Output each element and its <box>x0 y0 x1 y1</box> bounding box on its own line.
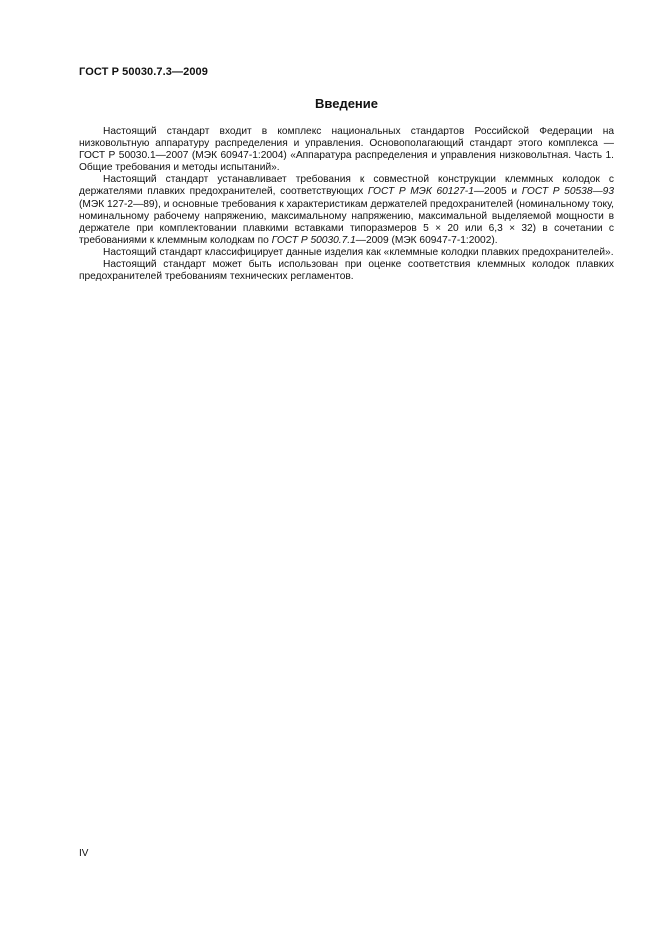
standard-code: ГОСТ Р 50030.7.3—2009 <box>79 66 208 78</box>
standard-reference: ГОСТ Р 50030.7.1 <box>271 234 356 246</box>
page-number: IV <box>79 848 89 859</box>
paragraph-text: —2005 и <box>473 186 522 198</box>
paragraph <box>79 259 614 283</box>
paragraph <box>79 126 614 174</box>
standard-reference: ГОСТ Р МЭК 60127-1 <box>367 186 474 198</box>
paragraph <box>79 247 614 259</box>
paragraph-text: Настоящий стандарт входит в комплекс национальных стандартов Российской Федерации на низковольтную аппаратуру распределения и управления. Основополагающий стандарт этого комплекса — ГОСТ Р 50030.1—2007 (МЭК 60947-1:2004) «Аппаратура распределения и управления низковольтная. Часть 1. Общие требования и методы испытаний». <box>79 126 614 174</box>
paragraph-text: —2009 (МЭК 60947-7-1:2002). <box>355 234 498 246</box>
standard-reference: ГОСТ Р 50538—93 <box>521 186 615 198</box>
paragraph-text: Настоящий стандарт может быть использован при оценке соответствия клеммных колодок плавких предохранителей требованиям технических регламентов. <box>79 259 614 283</box>
paragraph-text: Настоящий стандарт классифицирует данные изделия как «клеммные колодки плавких предохранителей». <box>103 246 614 258</box>
paragraph-text: Настоящий стандарт устанавливает требования к совместной конструкции клеммных колодок с держателями плавких предохранителей, соответствующих <box>79 174 614 198</box>
paragraph <box>79 174 614 247</box>
section-title: Введение <box>315 96 378 111</box>
paragraph-text: (МЭК 127-2—89), и основные требования к характеристикам держателей предохранителей (номинальному току, номинальному рабочему напряжению, максимальному напряжению, максимальной выделяемой мощности в держателе при комплектовании плавкими вставками типоразмеров 5 × 20 или 6,3 × 32) в сочетании с требованиями к клеммным колодкам по <box>79 198 614 246</box>
introduction-body <box>79 126 614 283</box>
